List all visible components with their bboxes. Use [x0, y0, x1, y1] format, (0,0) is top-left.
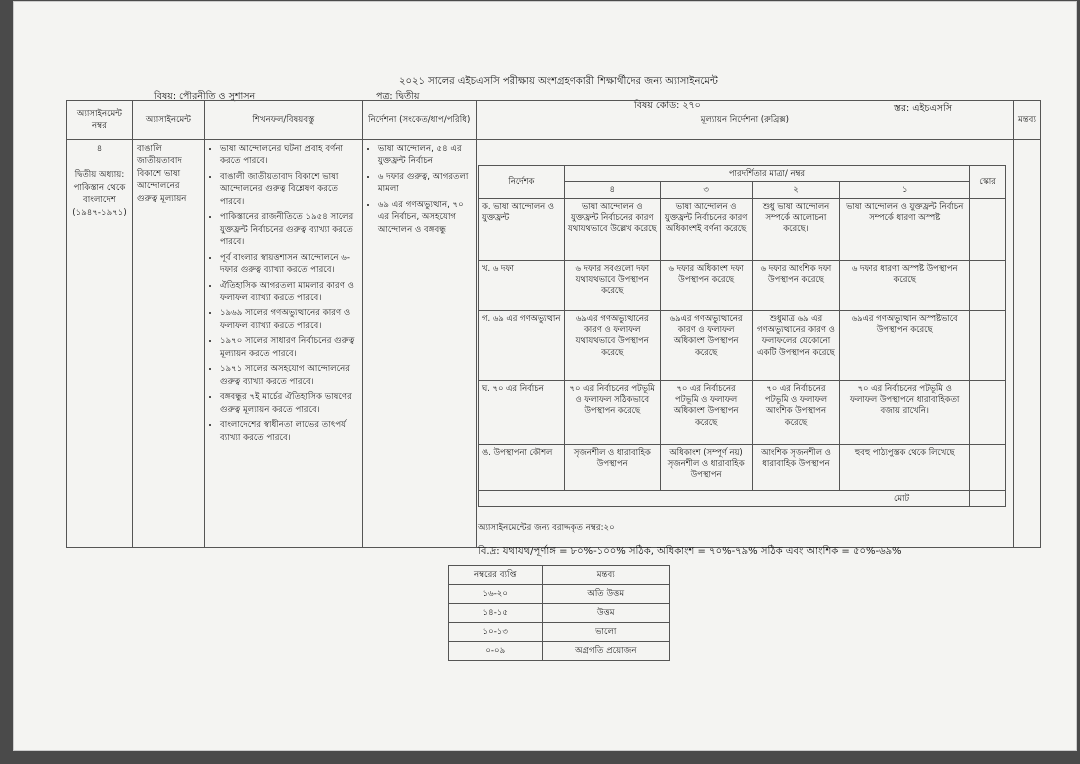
grade-remark: অগ্রগতি প্রয়োজন [542, 642, 669, 661]
outcome-item: • বঙ্গবন্ধুর ৭ই মার্চের ঐতিহাসিক ভাষণের গুরুত্ব মূল্যায়ন করতে পারবে। [220, 391, 358, 416]
outcomes-cell [204, 140, 362, 548]
rubric-cell: ভাষা আন্দোলন ও যুক্তফ্রন্ট নির্বাচন সম্পর্কে ধারণা অস্পষ্ট [840, 198, 970, 260]
rubric-cell: আংশিক সৃজনশীল ও ধারাবাহিক উপস্থাপন [752, 444, 840, 490]
guide-item: • ভাষা আন্দোলন, ৫৪ এর যুক্তফ্রন্ট নির্বাচন [378, 143, 472, 168]
rubric-criteria-header: নির্দেশক [479, 166, 565, 199]
rubric-criterion: খ. ৬ দফা [479, 260, 565, 310]
chapter-text: দ্বিতীয় অধ্যায়: পাকিস্তান থেকে বাংলাদেশ (১৯৪৭-১৯৭১) [72, 170, 127, 218]
outcome-item: • বাঙালী জাতীয়তাবাদ বিকাশে ভাষা আন্দোলনের গুরুত্ব বিশ্লেষণ করতে পারবে। [220, 171, 358, 208]
grade-range: ০-০৯ [449, 642, 543, 661]
grade-remark: অতি উত্তম [542, 585, 669, 604]
grade-remark: ভালো [542, 623, 669, 642]
rubric-row [479, 444, 1006, 490]
guide-cell [362, 140, 476, 548]
rubric-cell: ৬৯এর গণঅভ্যুত্থান অস্পষ্টভাবে উপস্থাপন করেছে [840, 310, 970, 380]
rubric-cell: ৬ দফার অধিকাংশ দফা উপস্থাপন করেছে [660, 260, 752, 310]
rubric-row [479, 260, 1006, 310]
outcome-item: • ১৯৭০ সালের সাধারণ নির্বাচনের গুরুত্ব মূল্যায়ন করতে পারবে। [220, 335, 358, 360]
outcome-item: • ১৯৬৯ সালের গণঅভ্যুত্থানের কারণ ও ফলাফল ব্যাখ্যা করতে পারবে। [220, 307, 358, 332]
outcome-item: • বাংলাদেশের স্বাধীনতা লাভের তাৎপর্য ব্যাখ্যা করতে পারবে। [220, 419, 358, 444]
col-outcomes: শিখনফল/বিষয়বস্তু [204, 101, 362, 140]
rubric-row [479, 380, 1006, 444]
rubric-level-header: পারদর্শিতার মাত্রা/ নম্বর [564, 166, 969, 182]
outcome-item: • ভাষা আন্দোলনের ঘটনা প্রবাহ বর্ণনা করতে পারবে। [220, 143, 358, 168]
remarks-cell [1013, 140, 1040, 548]
outcome-item: • পাকিস্তানের রাজনীতিতে ১৯৫৪ সালের যুক্তফ্রন্ট নির্বাচনের গুরুত্ব ব্যাখ্যা করতে পারবে। [220, 211, 358, 248]
col-assignment-number: অ্যাসাইনমেন্ট নম্বর [67, 101, 133, 140]
document-title: ২০২১ সালের এইচএসসি পরীক্ষায় অংশগ্রহণকারী শিক্ষার্থীদের জন্য অ্যাসাইনমেন্ট [399, 76, 718, 87]
col-assignment: অ্যাসাইনমেন্ট [132, 101, 204, 140]
rubric-level-4: ৪ [564, 182, 660, 198]
rubric-cell: ৭০ এর নির্বাচনের পটভূমি ও ফলাফল উপস্থাপনে ধারাবাহিকতা বজায় রাখেনি। [840, 380, 970, 444]
guide-item: • ৬৯ এর গণঅভ্যুত্থান, ৭০ এর নির্বাচন, অসহযোগ আন্দোলন ও বঙ্গবন্ধু [378, 199, 472, 236]
grade-range-header: নম্বরের ব্যপ্তি [449, 566, 543, 585]
rubric-cell: ৭০ এর নির্বাচনের পটভূমি ও ফলাফল সঠিকভাবে উপস্থাপন করেছে [564, 380, 660, 444]
rubric-cell: ৭০ এর নির্বাচনের পটভূমি ও ফলাফল অধিকাংশ উপস্থাপন করেছে [660, 380, 752, 444]
guide-item: • ৬ দফার গুরুত্ব, আগরতলা মামলা [378, 171, 472, 196]
outcome-item: • ১৯৭১ সালের অসহযোগ আন্দোলনের গুরুত্ব ব্যাখ্যা করতে পারবে। [220, 363, 358, 388]
rubric-table [478, 165, 1006, 507]
col-evaluation: মূল্যায়ন নির্দেশনা (রুব্রিক্স) [476, 101, 1013, 140]
rubric-cell: ভাষা আন্দোলন ও যুক্তফ্রন্ট নির্বাচনের কারণ অধিকাংশই বর্ণনা করেছে [660, 198, 752, 260]
assignment-number-cell [67, 140, 133, 548]
rubric-cell: ভাষা আন্দোলন ও যুক্তফ্রন্ট নির্বাচনের কারণ যথাযথভাবে উল্লেখ করেছে [564, 198, 660, 260]
grade-remark-header: মন্তব্য [542, 566, 669, 585]
rubric-total-label: মোট [479, 490, 970, 506]
grade-range: ১০-১৩ [449, 623, 543, 642]
rubric-cell: ৬৯এর গণঅভ্যুত্থানের কারণ ও ফলাফল যথাযথভাবে উপস্থাপন করেছে [564, 310, 660, 380]
rubric-score-cell [970, 310, 1006, 380]
rubric-level-3: ৩ [660, 182, 752, 198]
outcome-item: • পূর্ব বাংলার স্বায়ত্তশাসন আন্দোলনে ৬-দফার গুরুত্ব ব্যাখ্যা করতে পারবে। [220, 252, 358, 277]
rubric-cell: শুধু ভাষা আন্দোলন সম্পর্কে আলোচনা করেছে। [752, 198, 840, 260]
rubric-total-row [479, 490, 1006, 506]
grade-range: ১৪-১৫ [449, 604, 543, 623]
rubric-score-cell [970, 260, 1006, 310]
footnote: বি.দ্র: যথাযথ/পূর্ণাঙ্গ = ৮০%-১০০% সঠিক, অধিকাংশ = ৭০%-৭৯% সঠিক এবং আংশিক = ৫০%-৬৯% [478, 546, 902, 557]
rubric-criterion: ঘ. ৭০ এর নির্বাচন [479, 380, 565, 444]
grade-table [448, 565, 670, 661]
subject-code-label: বিষয় কোড: ২৭০ [634, 100, 701, 111]
rubric-cell: ৬ দফার সবগুলো দফা যথাযথভাবে উপস্থাপন করেছে [564, 260, 660, 310]
outcome-item: • ঐতিহাসিক আগরতলা মামলার কারণ ও ফলাফল ব্যাখ্যা করতে পারবে। [220, 280, 358, 305]
grade-header-row [449, 566, 670, 585]
rubric-score-cell [970, 380, 1006, 444]
paper-label: পত্র: দ্বিতীয় [376, 91, 420, 102]
rubric-cell: হুবহু পাঠ্যপুস্তক থেকে লিখেছে [840, 444, 970, 490]
rubric-cell: অধিকাংশ (সম্পূর্ণ নয়) সৃজনশীল ও ধারাবাহিক উপস্থাপন [660, 444, 752, 490]
rubric-cell: সৃজনশীল ও ধারাবাহিক উপস্থাপন [564, 444, 660, 490]
rubric-cell: ৬ দফার আংশিক দফা উপস্থাপন করেছে [752, 260, 840, 310]
col-guide: নির্দেশনা (সংকেত/ধাপ/পরিধি) [362, 101, 476, 140]
rubric-cell: ৬ দফার ধারণা অস্পষ্ট উপস্থাপন করেছে [840, 260, 970, 310]
rubric-cell: শুধুমাত্র ৬৯ এর গণঅভ্যুত্থানের কারণ ও ফলাফলের যেকোনো একটি উপস্থাপন করেছে [752, 310, 840, 380]
rubric-level-1: ১ [840, 182, 970, 198]
assignment-task: বাঙালি জাতীয়তাবাদ বিকাশে ভাষা আন্দোলনের গুরুত্ব মূল্যায়ন [132, 140, 204, 548]
rubric-cell: ৬৯এর গণঅভ্যুত্থানের কারণ ও ফলাফল অধিকাংশ উপস্থাপন করেছে [660, 310, 752, 380]
assignment-table-header [67, 101, 1041, 140]
rubric-total-value [970, 490, 1006, 506]
assignment-number: ৪ [96, 144, 103, 154]
grade-row [449, 623, 670, 642]
grade-row [449, 585, 670, 604]
grade-remark: উত্তম [542, 604, 669, 623]
allotted-marks-note: অ্যাসাইনমেন্টের জন্য বরাদ্দকৃত নম্বর:২০ [478, 523, 615, 533]
rubric-header-row [479, 166, 1006, 182]
rubric-criterion: গ. ৬৯ এর গণঅভ্যুত্থান [479, 310, 565, 380]
rubric-score-header: স্কোর [970, 166, 1006, 199]
level-label: স্তর: এইচএসসি [894, 103, 953, 114]
rubric-row [479, 198, 1006, 260]
rubric-level-2: ২ [752, 182, 840, 198]
rubric-row [479, 310, 1006, 380]
rubric-score-cell [970, 198, 1006, 260]
grade-range: ১৬-২০ [449, 585, 543, 604]
grade-row [449, 642, 670, 661]
rubric-criterion: ক. ভাষা আন্দোলন ও যুক্তফ্রন্ট [479, 198, 565, 260]
rubric-cell: ৭০ এর নির্বাচনের পটভূমি ও ফলাফল আংশিক উপস্থাপন করেছে [752, 380, 840, 444]
col-remarks: মন্তব্য [1013, 101, 1040, 140]
rubric-score-cell [970, 444, 1006, 490]
rubric-criterion: ঙ. উপস্থাপনা কৌশল [479, 444, 565, 490]
document-page [14, 2, 1076, 750]
subject-label: বিষয়: পৌরনীতি ও সুশাসন [154, 91, 256, 102]
grade-row [449, 604, 670, 623]
